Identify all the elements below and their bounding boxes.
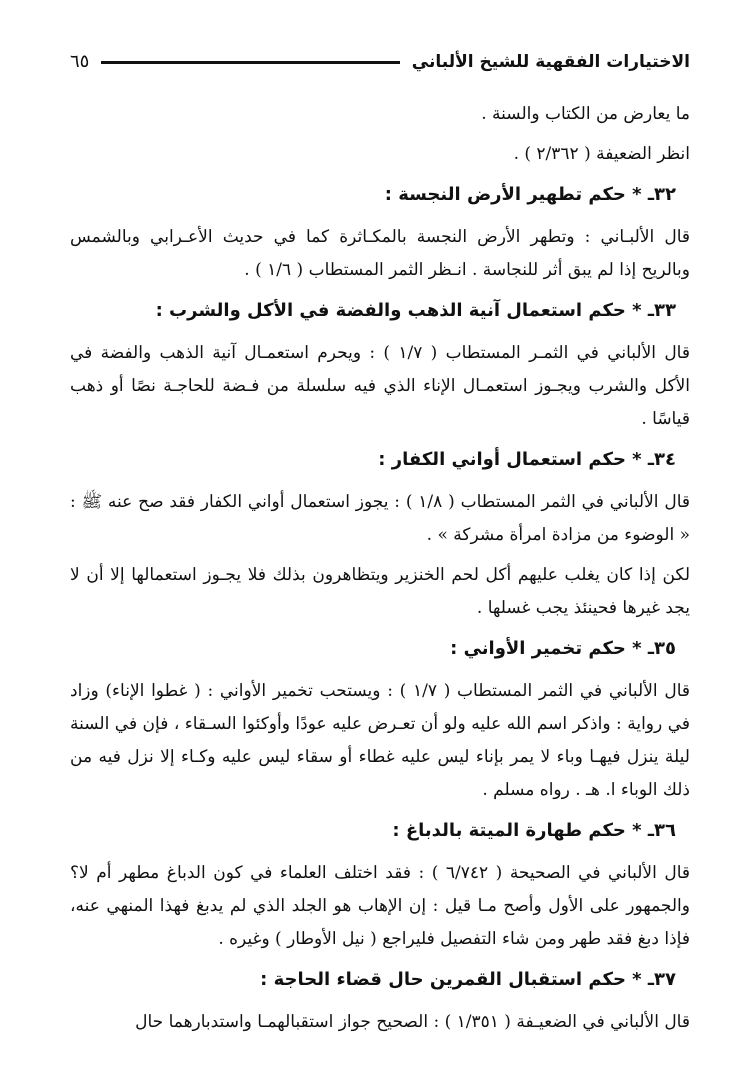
paragraph: قال الألباني في الثمر المستطاب ( ١/٧ ) : ويستحب تخمير الأواني : ( غطوا الإناء) وزاد في رواية : واذكر اسم الله عليه ولو أن تعـرض عليه عودًا وأوكئوا السـقاء ، فإن في السنة ليلة ينزل فيهـا وباء لا يمر بإناء ليس عليه غطاء أو سقاء ليس عليه وكـاء إلا نزل فيه من ذلك الوباء ا. هـ . رواه مسلم . [70, 681, 691, 800]
paragraph: لكن إذا كان يغلب عليهم أكل لحم الخنزير ويتظاهرون بذلك فلا يجـوز استعمالها إلا أن لا يجد غيرها فحينئذ يجب غسلها . [70, 565, 690, 618]
paragraph: قال الألباني في الثمر المستطاب ( ١/٨ ) : يجوز استعمال أواني الكفار فقد صح عنه ﷺ : « الوضوء من مزادة امرأة مشركة » . [70, 492, 691, 545]
section-heading-32: ٣٢ـ * حكم تطهير الأرض النجسة : [384, 184, 676, 205]
page-body [70, 98, 690, 1039]
section-heading-34: ٣٤ـ * حكم استعمال أواني الكفار : [378, 449, 676, 470]
running-title: الاختيارات الفقهية للشيخ الألباني [411, 52, 690, 72]
paragraph: انظر الضعيفة ( ٢/٣٦٢ ) . [513, 144, 690, 164]
paragraph: قال الألبـاني : وتطهر الأرض النجسة بالمكـاثرة كما في حديث الأعـرابي وبالشمس وبالريح إذا لم يبق أثر للنجاسة . انـظر الثمر المستطاب ( ١/٦ ) . [70, 227, 690, 280]
page-header [70, 40, 690, 72]
paragraph: قال الألباني في الثمـر المستطاب ( ١/٧ ) : ويحرم استعمـال آنية الذهب والفضة في الأكل والشرب ويجـوز استعمـال الإناء الذي فيه سلسلة من فـضة للحاجـة نصًا أو ذهب قياسًا . [70, 343, 690, 429]
paragraph: ما يعارض من الكتاب والسنة . [481, 104, 690, 124]
paragraph: قال الألباني في الضعيـفة ( ١/٣٥١ ) : الصحيح جواز استقبالهمـا واستدبارهما حال [135, 1012, 690, 1032]
section-heading-33: ٣٣ـ * حكم استعمال آنية الذهب والفضة في الأكل والشرب : [155, 300, 676, 321]
section-heading-36: ٣٦ـ * حكم طهارة الميتة بالدباغ : [392, 820, 676, 841]
header-rule [101, 61, 399, 64]
section-heading-35: ٣٥ـ * حكم تخمير الأواني : [450, 638, 676, 659]
section-heading-37: ٣٧ـ * حكم استقبال القمرين حال قضاء الحاجة : [260, 969, 676, 990]
paragraph: قال الألباني في الصحيحة ( ٦/٧٤٢ ) : فقد اختلف العلماء في كون الدباغ مطهر أم لا؟ والجمهور على الأول وأصح مـا قيل : إن الإهاب هو الجلد الذي لم يدبغ فهذا المنهي عنه، فإذا دبغ فقد طهر ومن شاء التفصيل فليراجع ( نيل الأوطار ) وغيره . [70, 863, 690, 949]
page-number: ٦٥ [70, 51, 90, 72]
